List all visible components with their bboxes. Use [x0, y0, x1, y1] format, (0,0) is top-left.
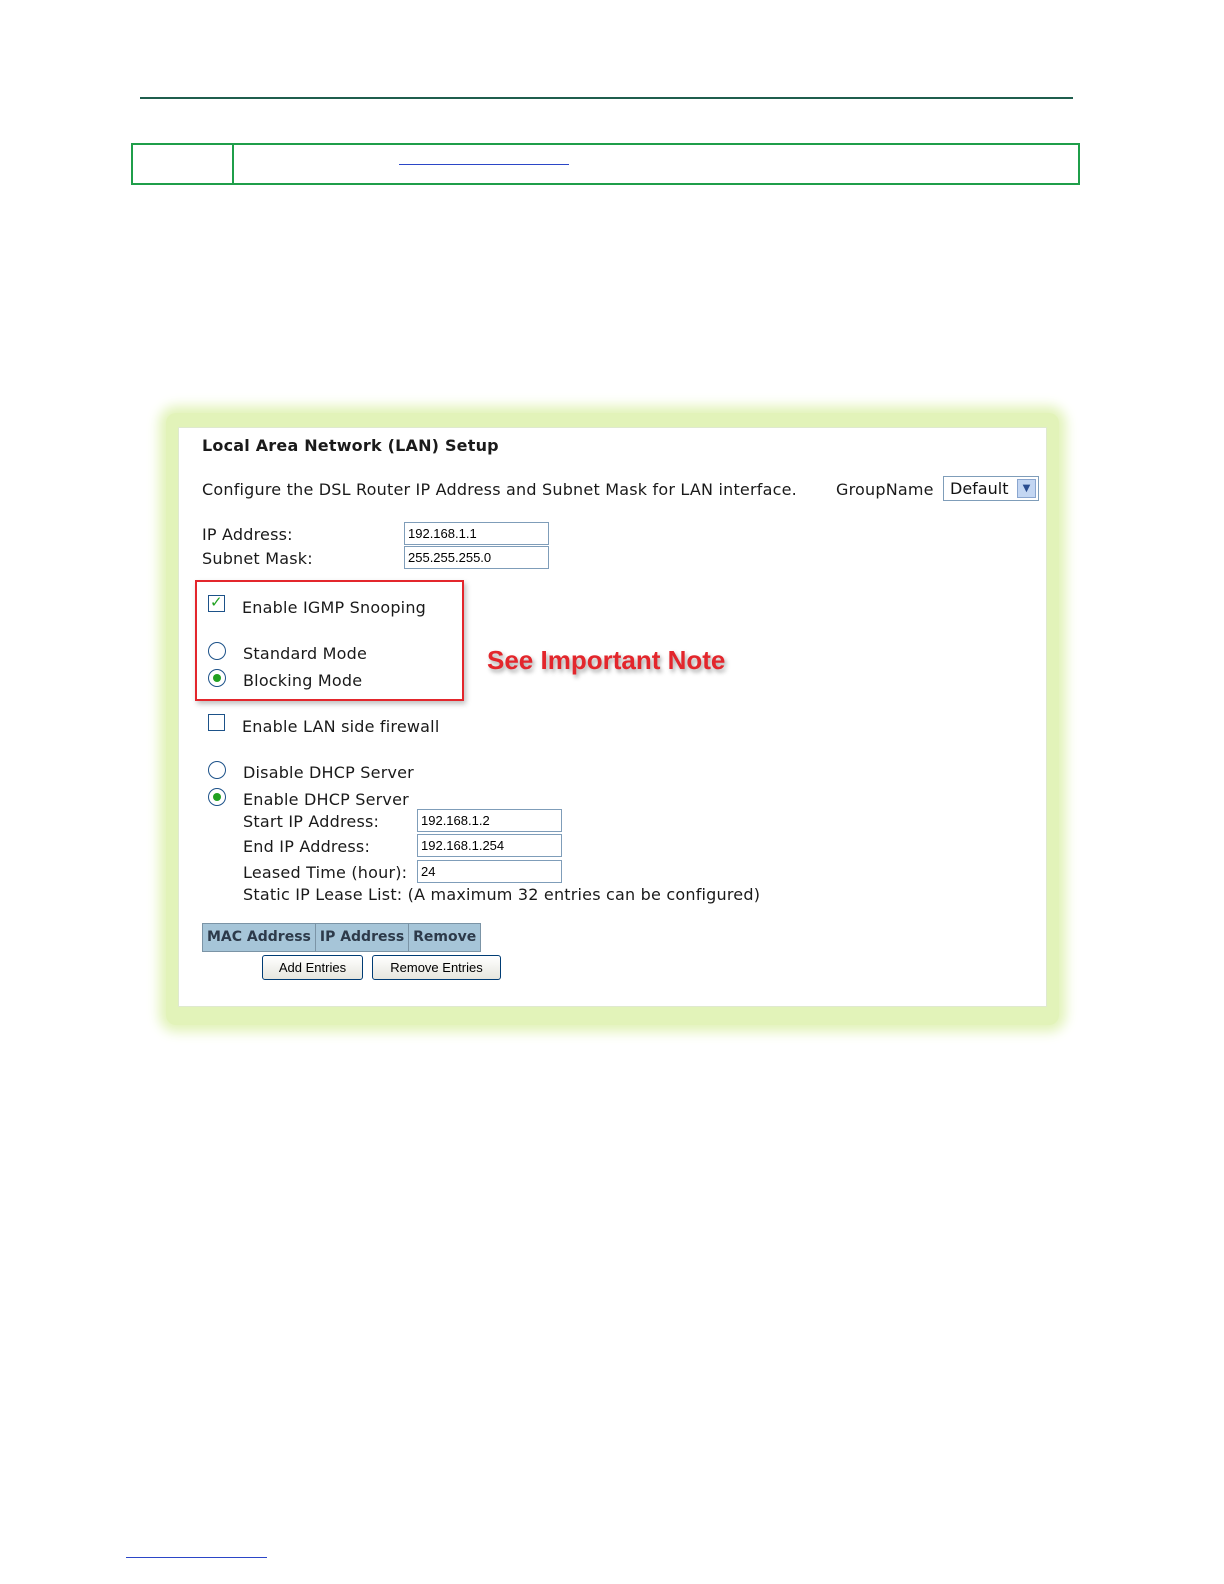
- page-title: Local Area Network (LAN) Setup: [202, 436, 499, 455]
- standard-mode-radio[interactable]: [208, 642, 226, 660]
- ip-address-label: IP Address:: [202, 525, 293, 544]
- start-ip-input[interactable]: 192.168.1.2: [417, 809, 562, 832]
- mac-address-header: MAC Address: [203, 924, 316, 952]
- footer-link[interactable]: [126, 1557, 267, 1558]
- header-rule: [140, 97, 1073, 99]
- enable-dhcp-radio[interactable]: [208, 788, 226, 806]
- ip-address-header: IP Address: [315, 924, 408, 952]
- standard-mode-label: Standard Mode: [243, 644, 368, 663]
- subnet-mask-label: Subnet Mask:: [202, 549, 313, 568]
- start-ip-label: Start IP Address:: [243, 812, 380, 831]
- chevron-down-icon[interactable]: ▼: [1017, 479, 1036, 498]
- header-link[interactable]: [399, 164, 569, 165]
- blocking-mode-label: Blocking Mode: [243, 671, 363, 690]
- subnet-mask-input[interactable]: 255.255.255.0: [404, 546, 549, 569]
- add-entries-button[interactable]: Add Entries: [262, 955, 363, 980]
- igmp-snooping-checkbox[interactable]: [208, 595, 225, 612]
- group-name-select[interactable]: [943, 476, 1039, 501]
- document-header-table: [131, 143, 1080, 185]
- blocking-mode-radio[interactable]: [208, 669, 226, 687]
- checkmark-icon: ✓: [210, 593, 223, 611]
- table-header-row: [203, 924, 481, 952]
- ip-address-input[interactable]: 192.168.1.1: [404, 522, 549, 545]
- lan-firewall-checkbox[interactable]: [208, 714, 225, 731]
- lan-description: Configure the DSL Router IP Address and Subnet Mask for LAN interface.: [202, 480, 797, 499]
- end-ip-input[interactable]: 192.168.1.254: [417, 834, 562, 857]
- enable-dhcp-label: Enable DHCP Server: [243, 790, 409, 809]
- remove-entries-button[interactable]: Remove Entries: [372, 955, 501, 980]
- static-lease-table: [202, 923, 481, 952]
- leased-time-label: Leased Time (hour):: [243, 863, 408, 882]
- lan-firewall-label: Enable LAN side firewall: [242, 717, 440, 736]
- header-cell-divider: [232, 145, 234, 183]
- leased-time-input[interactable]: 24: [417, 860, 562, 883]
- group-name-label: GroupName: [836, 480, 934, 499]
- end-ip-label: End IP Address:: [243, 837, 371, 856]
- radio-selected-dot: [213, 793, 221, 801]
- group-name-value: Default: [950, 479, 1009, 498]
- disable-dhcp-label: Disable DHCP Server: [243, 763, 414, 782]
- disable-dhcp-radio[interactable]: [208, 761, 226, 779]
- static-lease-list-label: Static IP Lease List: (A maximum 32 entries can be configured): [243, 885, 761, 904]
- remove-header: Remove: [409, 924, 481, 952]
- important-note-callout: See Important Note: [487, 645, 726, 675]
- radio-selected-dot: [213, 674, 221, 682]
- igmp-snooping-label: Enable IGMP Snooping: [242, 598, 427, 617]
